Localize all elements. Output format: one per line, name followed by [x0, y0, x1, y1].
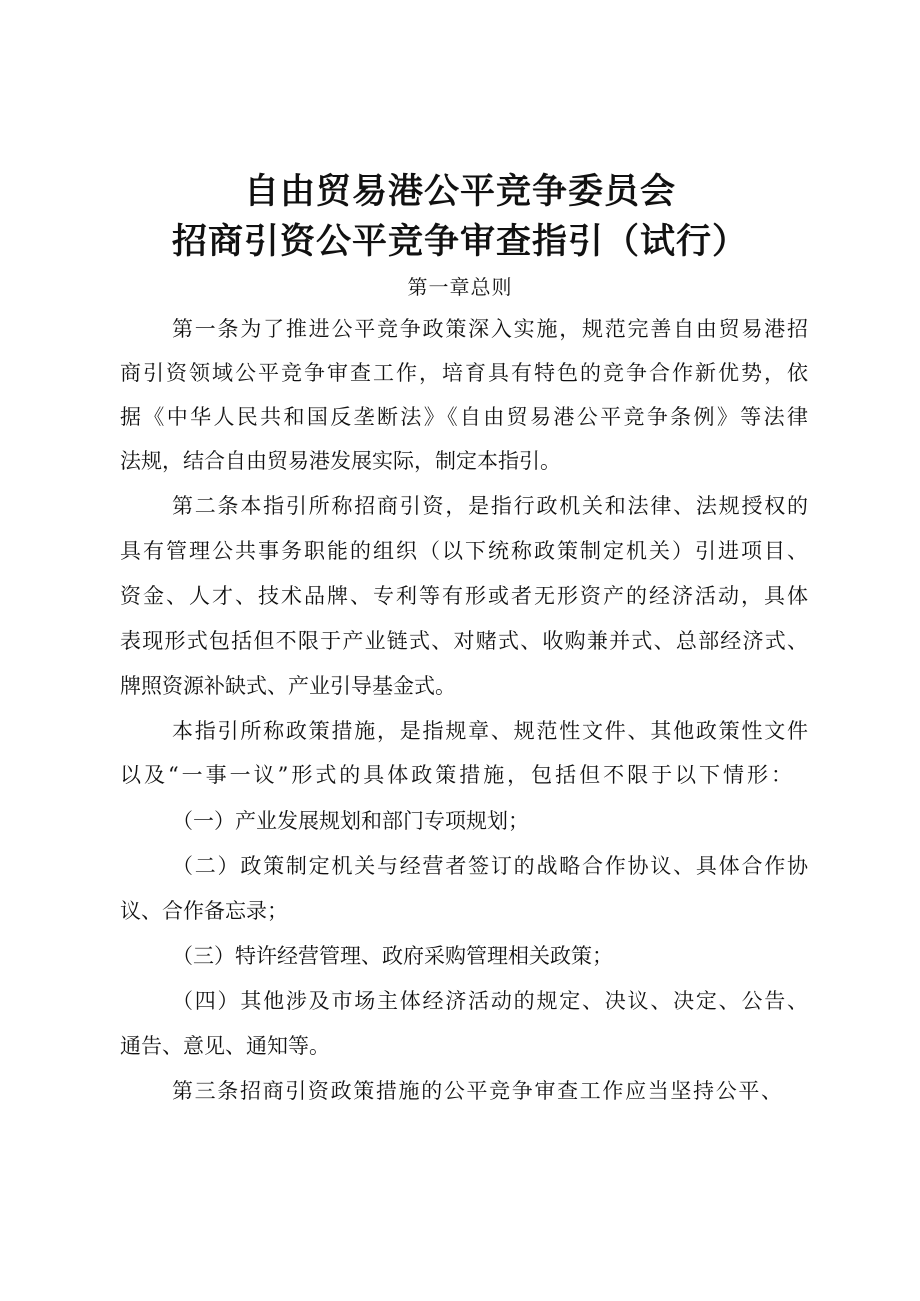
paragraph-line: 本指引所称政策措施，是指规章、规范性文件、其他政策性文件 — [172, 719, 808, 743]
list-item-line: 议、合作备忘录； — [120, 899, 288, 923]
paragraph-line: 以及“一事一议”形式的具体政策措施，包括但不限于以下情形： — [120, 763, 792, 787]
paragraph-line: 法规，结合自由贸易港发展实际，制定本指引。 — [120, 449, 561, 473]
paragraph-line: 商引资领域公平竞争审查工作，培育具有特色的竞争合作新优势，依 — [120, 361, 808, 385]
list-item-line: 通告、意见、通知等。 — [120, 1034, 330, 1058]
paragraph-line: 资金、人才、技术品牌、专利等有形或者无形资产的经济活动，具体 — [120, 584, 808, 608]
paragraph-line: 第三条招商引资政策措施的公平竞争审查工作应当坚持公平、 — [172, 1079, 782, 1103]
paragraph-line: 据《中华人民共和国反垄断法》《自由贸易港公平竞争条例》等法律 — [120, 405, 808, 429]
paragraph-line: 具有管理公共事务职能的组织（以下统称政策制定机关）引进项目、 — [120, 539, 808, 563]
paragraph-line: 牌照资源补缺式、产业引导基金式。 — [120, 674, 456, 698]
paragraph-line: 第二条本指引所称招商引资，是指行政机关和法律、法规授权的 — [172, 494, 808, 518]
document-title-line-1: 自由贸易港公平竞争委员会 — [243, 172, 676, 212]
list-item-line: （四）其他涉及市场主体经济活动的规定、决议、决定、公告、 — [172, 989, 808, 1013]
paragraph-line: 表现形式包括但不限于产业链式、对赌式、收购兼并式、总部经济式、 — [120, 629, 808, 653]
paragraph-line: 第一条为了推进公平竞争政策深入实施，规范完善自由贸易港招 — [172, 317, 808, 341]
list-item-line: （一）产业发展规划和部门专项规划； — [172, 809, 529, 833]
document-title-line-2: 招商引资公平竞争审查指引（试行） — [171, 222, 748, 262]
list-item-line: （三）特许经营管理、政府采购管理相关政策； — [172, 944, 613, 968]
chapter-heading: 第一章总则 — [407, 275, 513, 299]
list-item-line: （二）政策制定机关与经营者签订的战略合作协议、具体合作协 — [172, 854, 808, 878]
